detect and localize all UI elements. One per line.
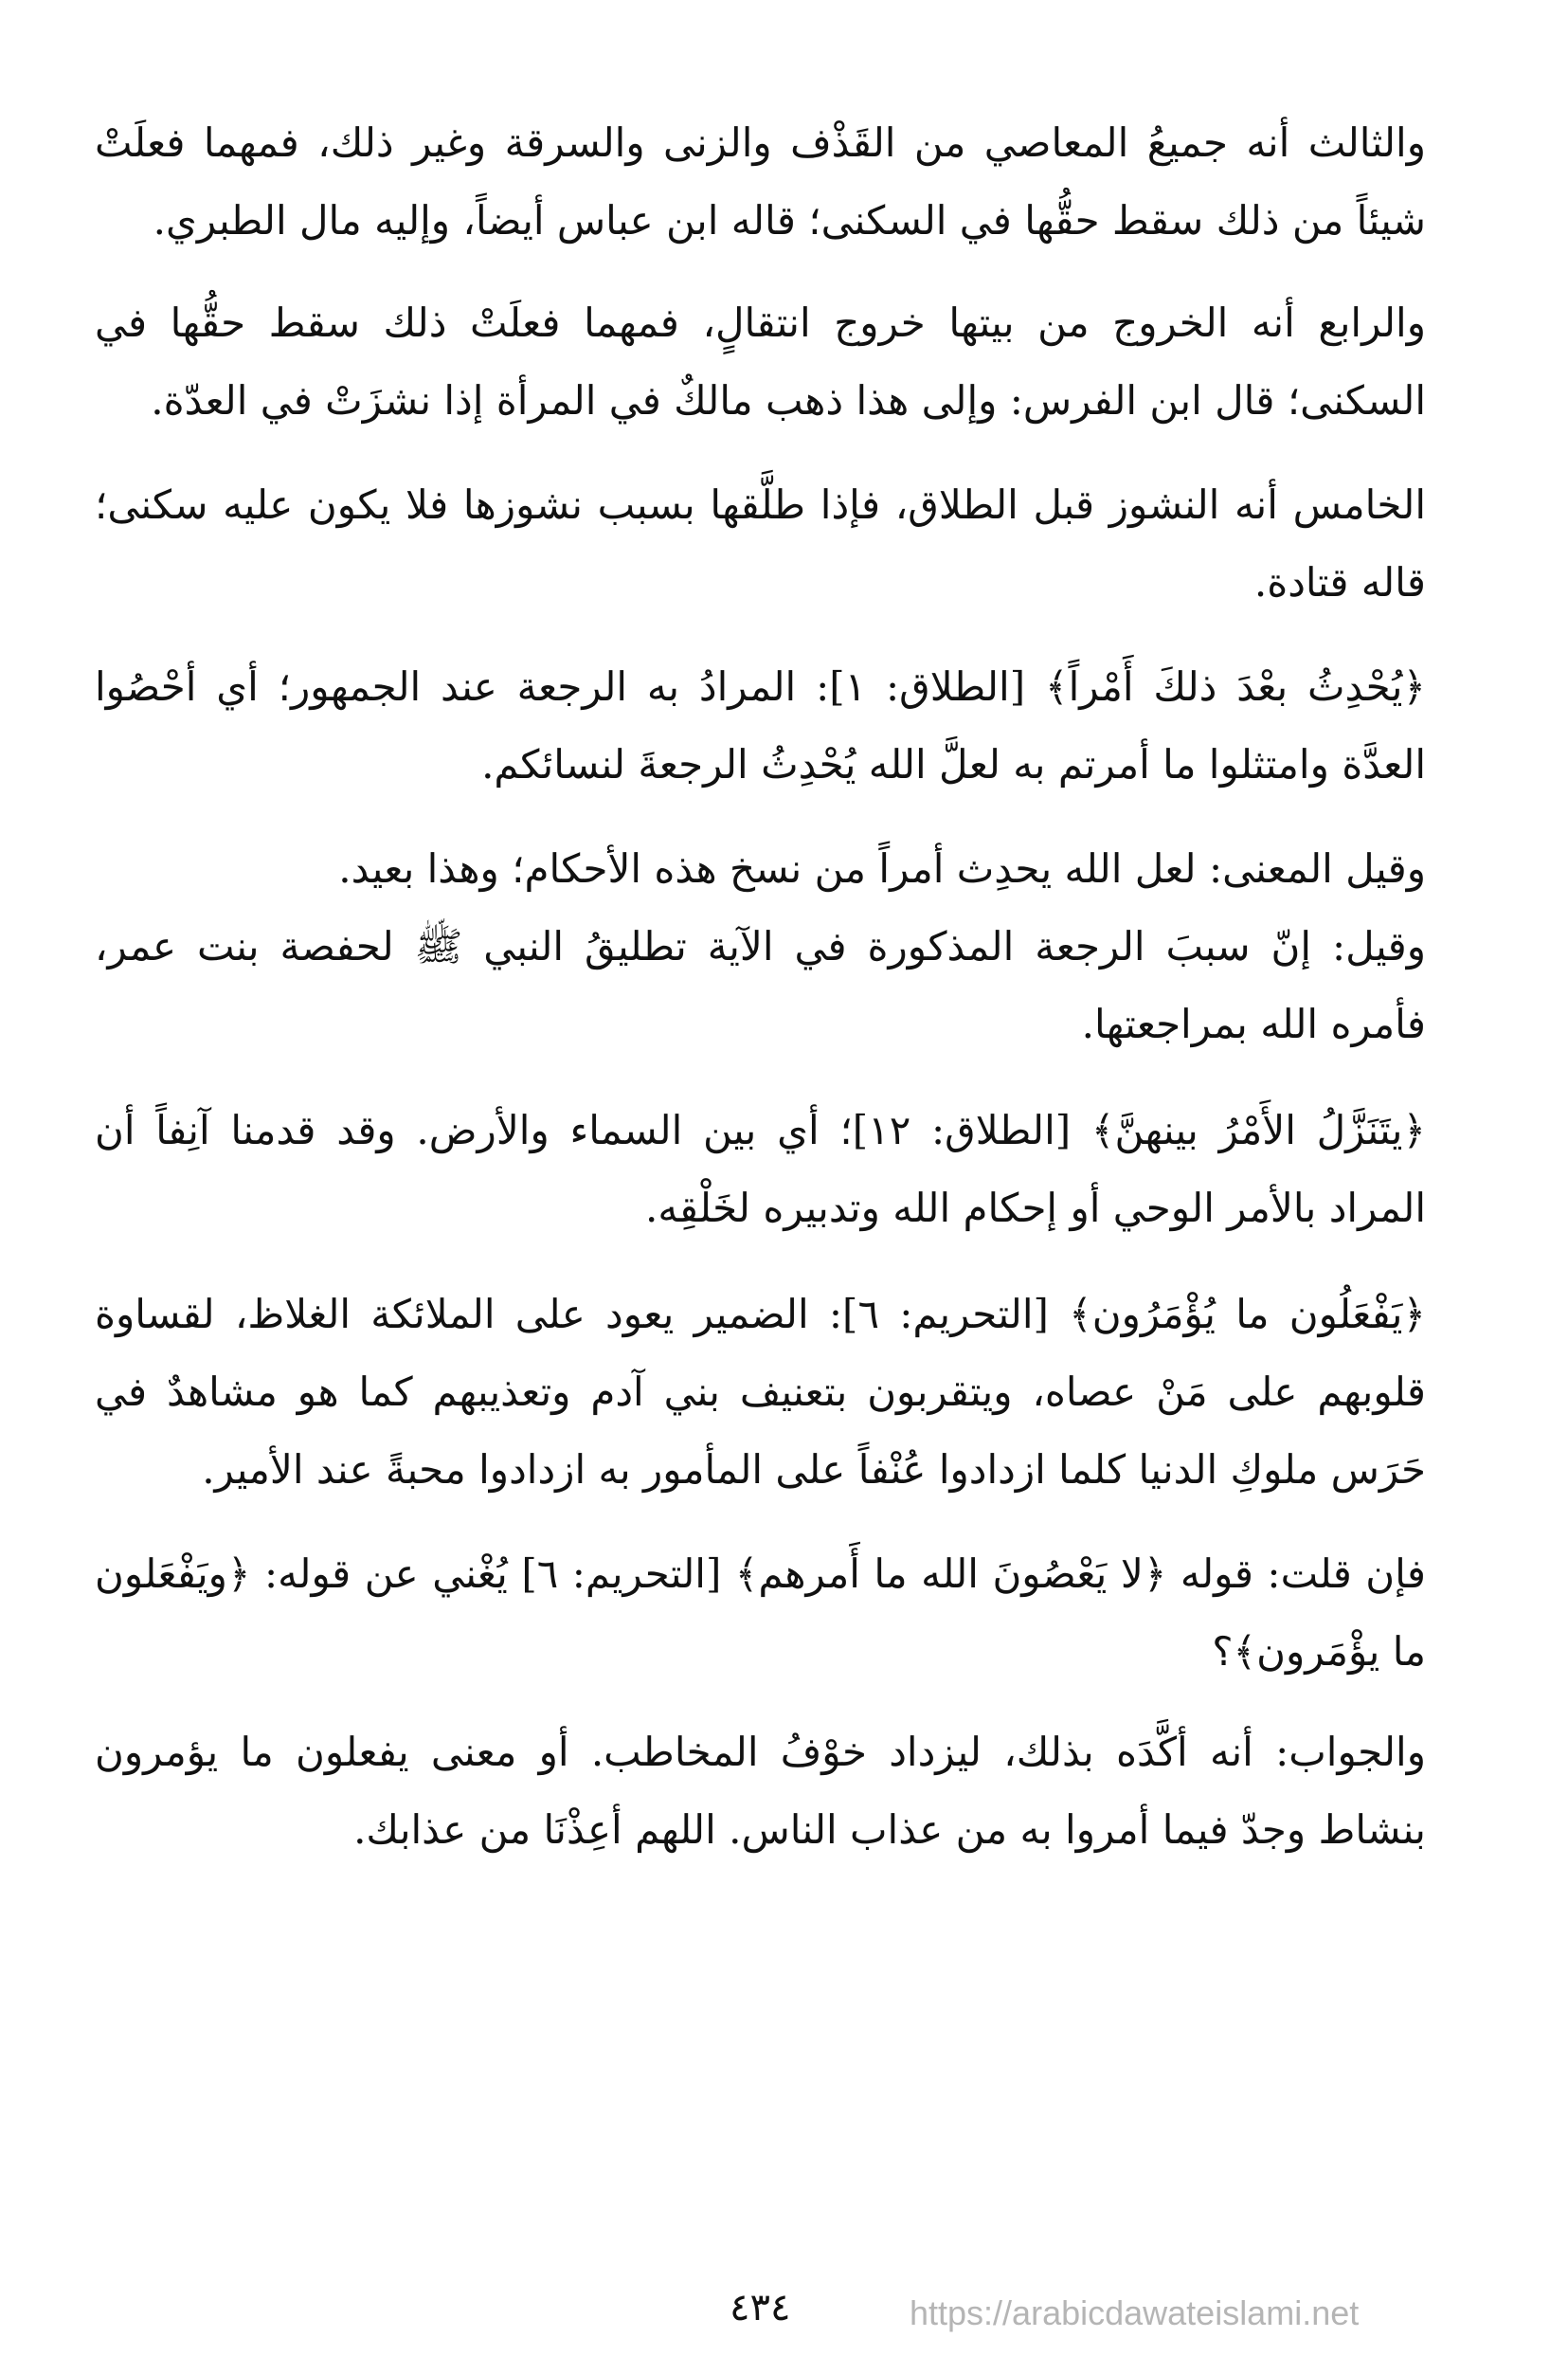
page-number: ٤٣٤ <box>730 2286 791 2329</box>
paragraph-fourth-opinion: والرابع أنه الخروج من بيتها خروج انتقالٍ، فمهما فعلَتْ ذلك سقط حقُّها في السكنى؛ قال ابن الفرس: وإلى هذا ذهب مالكٌ في المرأة إذا نشزَتْ في العدّة. <box>95 299 1426 424</box>
paragraph-question: فإن قلت: قوله ﴿لا يَعْصُونَ الله ما أَمرهم﴾ [التحريم: ٦] يُغْني عن قوله: ﴿ويَفْعَلون ما يؤْمَرون﴾؟ <box>95 1550 1426 1675</box>
paragraph-verse-yuhdith: ﴿يُحْدِثُ بعْدَ ذلكَ أَمْراً﴾ [الطلاق: ١]: المرادُ به الرجعة عند الجمهور؛ أي أحْصُوا العدَّة وامتثلوا ما أمرتم به لعلَّ الله يُحْدِثُ الرجعةَ لنسائكم. <box>95 663 1426 788</box>
paragraph-reason-of-revelation: وقيل: إنّ سببَ الرجعة المذكورة في الآية تطليقُ النبي ﷺ لحفصة بنت عمر، فأمره الله بمراجعتها. <box>95 923 1426 1047</box>
paragraph-answer: والجواب: أنه أكَّدَه بذلك، ليزداد خوْفُ المخاطب. أو معنى يفعلون ما يؤمرون بنشاط وجدّ فيما أمروا به من عذاب الناس. اللهم أعِذْنَا من عذابك. <box>95 1729 1426 1853</box>
page-body <box>95 104 1426 1869</box>
page-footer <box>0 2286 1568 2343</box>
paragraph-verse-yatanazzal: ﴿يتَنَزَّلُ الأَمْرُ بينهنَّ﴾ [الطلاق: ١٢]؛ أي بين السماء والأرض. وقد قدمنا آنِفاً أن المراد بالأمر الوحي أو إحكام الله وتدبيره لخَلْقِه. <box>95 1107 1426 1231</box>
source-watermark: https://arabicdawateislami.net <box>910 2293 1360 2332</box>
paragraph-verse-yafalun: ﴿يَفْعَلُون ما يُؤْمَرُون﴾ [التحريم: ٦]: الضمير يعود على الملائكة الغلاظ، لقساوة قلوبهم على مَنْ عصاه، ويتقربون بتعنيف بني آدم وتعذيبهم كما هو مشاهدٌ في حَرَس ملوكِ الدنيا كلما ازدادوا عُنْفاً على المأمور به ازدادوا محبةً عند الأمير. <box>95 1291 1427 1493</box>
paragraph-third-opinion: والثالث أنه جميعُ المعاصي من القَذْف والزنى والسرقة وغير ذلك، فمهما فعلَتْ شيئاً من ذلك سقط حقُّها في السكنى؛ قاله ابن عباس أيضاً، وإليه مال الطبري. <box>95 119 1426 244</box>
paragraph-fifth-opinion: الخامس أنه النشوز قبل الطلاق، فإذا طلَّقها بسبب نشوزها فلا يكون عليه سكنى؛ قاله قتادة. <box>95 481 1426 606</box>
paragraph-alternative-meaning: وقيل المعنى: لعل الله يحدِث أمراً من نسخ هذه الأحكام؛ وهذا بعيد. <box>338 845 1426 892</box>
